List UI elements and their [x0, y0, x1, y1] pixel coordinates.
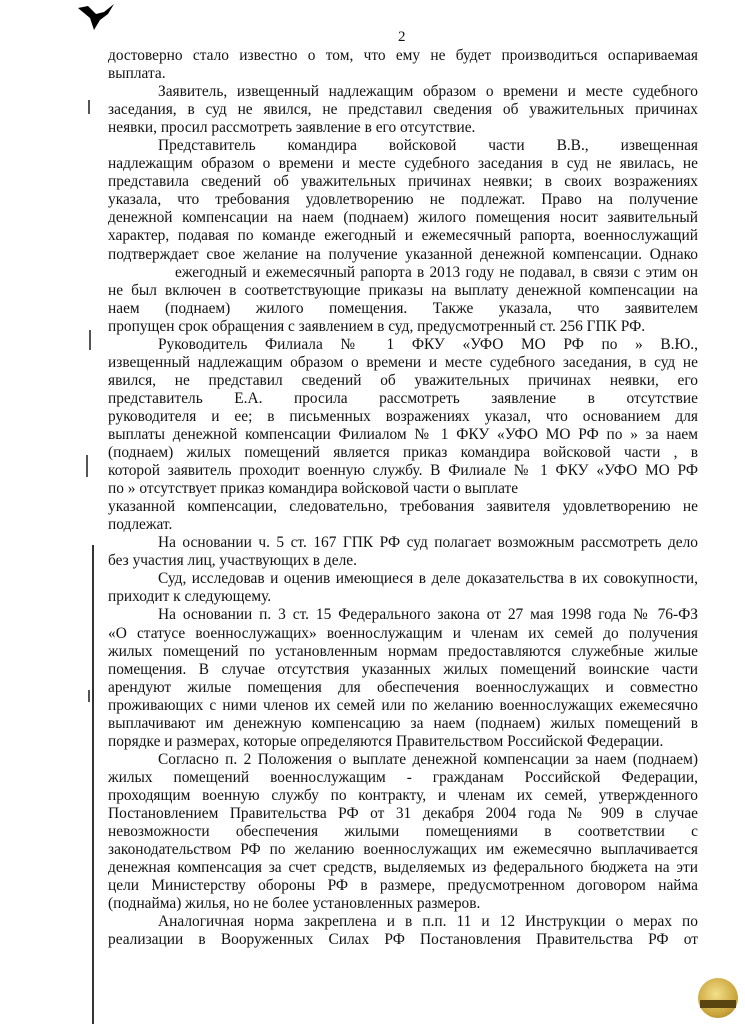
text-line: пропущен срок обращения с заявлением в суд, предусмотренный ст. 256 ГПК РФ.	[108, 317, 646, 335]
text-line: наем (поднаем) жилого помещения. Также указала, что заявителем	[108, 299, 698, 317]
text-line: проживающих с ними членов их семей или по желанию военнослужащих ежемесячно	[108, 696, 698, 714]
text-line: приходит к следующему.	[108, 588, 272, 606]
text-line: выплаты денежной компенсации Филиалом № 1 ФКУ «УФО МО РФ по » за наем	[108, 425, 698, 443]
paragraph	[108, 751, 698, 913]
text-line: без участия лиц, участвующих в деле.	[108, 552, 357, 570]
text-line: проходящим военную службу по контракту, и членам их семей, утвержденного	[108, 786, 698, 804]
text-line: На основании ч. 5 ст. 167 ГПК РФ суд полагает возможным рассмотреть дело	[158, 534, 698, 552]
text-line: представила сведений об уважительных причинах неявки; в своих возражениях	[108, 173, 698, 191]
paragraph	[108, 336, 698, 535]
paragraph	[108, 137, 698, 336]
text-line: по » отсутствует приказ командира войсковой части о выплате	[108, 480, 519, 498]
paragraph	[108, 534, 698, 570]
scan-speck	[88, 100, 90, 114]
text-line: невозможности обеспечения жилыми помещениями в соответствии с	[108, 823, 698, 841]
text-line: (поднайма) жилья, но не более установленных размеров.	[108, 895, 481, 913]
watermark-seal-logo	[698, 978, 738, 1018]
text-line: реализации в Вооруженных Силах РФ Постановления Правительства РФ от	[108, 931, 698, 949]
text-line: денежная компенсация за счет средств, выделяемых из федерального бюджета на эти	[108, 859, 698, 877]
text-line: неявки, просил рассмотреть заявление в его отсутствие.	[108, 119, 476, 137]
text-line: Представитель командира войсковой части В.В., извещенная	[158, 137, 698, 155]
text-line: явился, не представил сведений об уважительных причинах неявки, его	[108, 371, 698, 389]
paragraph	[108, 570, 698, 606]
text-line: не был включен в соответствующие приказы на выплату денежной компенсации на	[108, 281, 698, 299]
text-line: арендуют жилые помещения для обеспечения военнослужащих и совместно	[108, 678, 698, 696]
text-line: помещения. В случае отсутствия указанных жилых помещений воинские части	[108, 660, 698, 678]
page-number: 2	[398, 29, 406, 45]
text-line: денежной компенсации на наем (поднаем) жилого помещения носит заявительный	[108, 209, 698, 227]
text-line: которой заявитель проходит военную службу. В Филиале № 1 ФКУ «УФО МО РФ	[108, 462, 698, 480]
scan-speck	[89, 330, 91, 350]
text-line: представитель Е.А. просила рассмотреть заявление в отсутствие	[108, 389, 698, 407]
text-line: Аналогичная норма закреплена и в п.п. 11 и 12 Инструкции о мерах по	[158, 913, 698, 931]
text-line: ежегодный и ежемесячный рапорта в 2013 году не подавал, в связи с этим он	[175, 263, 698, 281]
text-line: указанной компенсации, следовательно, требования заявителя удовлетворению не	[108, 498, 698, 516]
paragraph	[108, 913, 698, 949]
text-line: подтверждает свое желание на получение указанной денежной компенсации. Однако	[108, 245, 698, 263]
text-line: порядке и размерах, которые определяются Правительством Российской Федерации.	[108, 732, 664, 750]
text-line: выплачивают им денежную компенсацию за наем (поднаем) жилых помещений в	[108, 714, 698, 732]
text-line: «О статусе военнослужащих» военнослужащим и членам их семей до получения	[108, 624, 698, 642]
text-line: выплата.	[108, 65, 166, 83]
text-line: надлежащим образом о времени и месте судебного заседания в суд не явилась, не	[108, 155, 698, 173]
text-line: На основании п. 3 ст. 15 Федерального закона от 27 мая 1998 года № 76-ФЗ	[158, 606, 698, 624]
text-line: цели Министерству обороны РФ в размере, предусмотренном договором найма	[108, 877, 698, 895]
paragraph	[108, 47, 698, 83]
text-line: Руководитель Филиала № 1 ФКУ «УФО МО РФ по » В.Ю.,	[158, 335, 698, 353]
text-line: жилых помещений военнослужащим - гражданам Российской Федерации,	[108, 768, 698, 786]
document-body	[108, 47, 698, 949]
text-line: Заявитель, извещенный надлежащим образом о времени и месте судебного	[158, 83, 698, 101]
text-line: жилых помещений по установленным нормам предоставляются служебные жилые	[108, 642, 698, 660]
scan-speck	[86, 455, 88, 477]
text-line: Согласно п. 2 Положения о выплате денежной компенсации за наем (поднаем)	[158, 750, 698, 768]
text-line: заседания, в суд не явился, не представил сведения об уважительных причинах	[108, 101, 698, 119]
watermark-seal-band	[700, 1000, 736, 1008]
text-line: руководителя и ее; в письменных возражениях указал, что основанием для	[108, 407, 698, 425]
text-line: подлежат.	[108, 516, 173, 534]
scan-speck	[88, 690, 90, 702]
scan-corner-mark-icon	[78, 4, 118, 32]
text-line: (поднаем) жилых помещений является приказ командира войсковой части , в	[108, 444, 698, 462]
text-line: Суд, исследовав и оценив имеющиеся в деле доказательства в их совокупности,	[158, 570, 698, 588]
paragraph	[108, 83, 698, 137]
text-line: достоверно стало известно о том, что ему не будет производиться оспариваемая	[108, 47, 698, 64]
text-line: извещенный надлежащим образом о времени и месте судебного заседания, в суд не	[108, 353, 698, 371]
text-line: законодательством РФ по желанию военнослужащих им ежемесячно выплачивается	[108, 841, 698, 859]
text-line: указала, что требования удовлетворению не подлежат. Право на получение	[108, 191, 698, 209]
scan-margin-line	[92, 545, 94, 1024]
text-line: Постановлением Правительства РФ от 31 декабря 2004 года № 909 в случае	[108, 804, 698, 822]
paragraph	[108, 606, 698, 750]
text-line: характер, подавая по команде ежегодный и ежемесячный рапорта, военнослужащий	[108, 227, 698, 245]
